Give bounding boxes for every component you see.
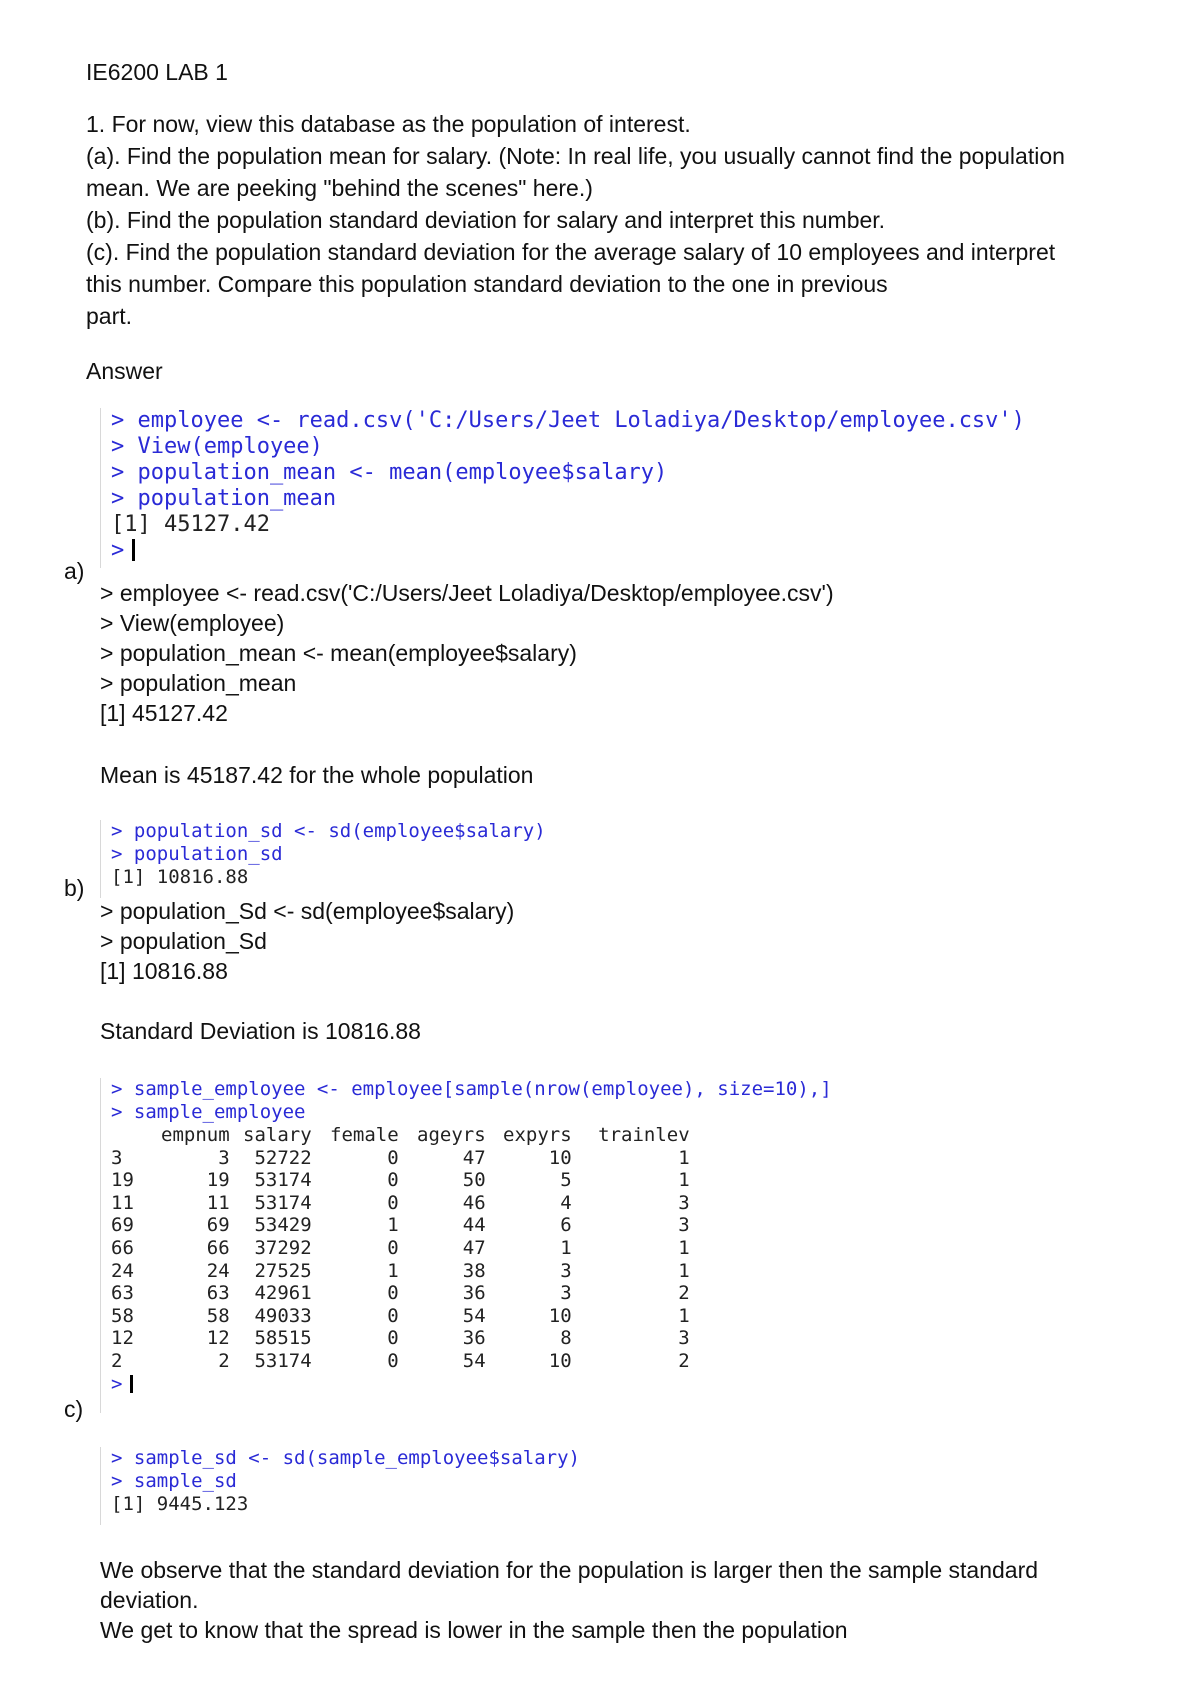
table-cell: 3 xyxy=(678,1214,690,1237)
r-console-screenshot-a xyxy=(100,408,1101,568)
question-line: (b). Find the population standard deviation for salary and interpret this number. xyxy=(86,207,886,233)
code-text-line: > employee <- read.csv('C:/Users/Jeet Loladiya/Desktop/employee.csv') xyxy=(100,580,834,606)
conclusion-line: We observe that the standard deviation for the population is larger then the sample standard xyxy=(100,1557,1039,1583)
table-cell: 54 xyxy=(462,1349,486,1372)
table-cell: 1 xyxy=(678,1259,690,1282)
table-cell: 10 xyxy=(548,1146,572,1169)
table-cell: 38 xyxy=(462,1259,486,1282)
console-command: > population_mean <- mean(employee$salary) xyxy=(111,460,668,485)
table-cell: 44 xyxy=(462,1214,486,1237)
table-header-row xyxy=(111,1124,690,1147)
table-cell: 0 xyxy=(387,1304,399,1327)
console-command: > sample_sd <- sd(sample_employee$salary) xyxy=(111,1447,580,1469)
console-command: > population_mean xyxy=(111,486,337,511)
table-row xyxy=(111,1147,690,1170)
prompt-symbol: > xyxy=(111,1372,123,1395)
text-cursor xyxy=(130,1375,133,1393)
table-cell: 3 xyxy=(218,1146,230,1169)
document-title: IE6200 LAB 1 xyxy=(86,59,228,85)
code-text-line: > population_Sd <- sd(employee$salary) xyxy=(100,898,515,924)
table-cell: 37292 xyxy=(254,1236,312,1259)
table-cell: 3 xyxy=(560,1282,572,1305)
code-text-line: [1] 45127.42 xyxy=(100,700,228,726)
table-cell: 53174 xyxy=(254,1349,312,1372)
column-header: trainlev xyxy=(598,1124,690,1146)
console-output: [1] 45127.42 xyxy=(111,512,270,537)
r-console-screenshot-c xyxy=(100,1078,931,1413)
table-cell: 1 xyxy=(678,1169,690,1192)
column-header xyxy=(111,1124,161,1147)
r-console-screenshot-b xyxy=(100,820,631,898)
table-row xyxy=(111,1169,690,1192)
row-name: 11 xyxy=(111,1191,134,1214)
table-cell: 1 xyxy=(678,1236,690,1259)
table-cell: 11 xyxy=(206,1191,230,1214)
table-cell: 2 xyxy=(218,1349,230,1372)
table-cell: 1 xyxy=(678,1146,690,1169)
code-text-line: > population_mean xyxy=(100,670,297,696)
table-row xyxy=(111,1260,690,1283)
console-prompt xyxy=(111,1373,931,1396)
table-cell: 0 xyxy=(387,1282,399,1305)
table-cell: 36 xyxy=(462,1282,486,1305)
table-cell: 0 xyxy=(387,1191,399,1214)
text-cursor xyxy=(132,539,135,561)
table-cell: 1 xyxy=(387,1259,399,1282)
table-cell: 1 xyxy=(678,1304,690,1327)
table-row xyxy=(111,1305,690,1328)
r-console-screenshot-c-sd xyxy=(100,1447,631,1525)
table-cell: 58 xyxy=(206,1304,230,1327)
column-header: expyrs xyxy=(503,1124,572,1146)
column-header: female xyxy=(330,1124,399,1146)
table-cell: 46 xyxy=(462,1191,486,1214)
table-cell: 54 xyxy=(462,1304,486,1327)
sample-employee-table xyxy=(111,1124,690,1373)
table-cell: 49033 xyxy=(254,1304,312,1327)
table-cell: 3 xyxy=(678,1327,690,1350)
table-cell: 2 xyxy=(678,1349,690,1372)
console-command: > employee <- read.csv('C:/Users/Jeet Loladiya/Desktop/employee.csv') xyxy=(111,408,1025,433)
code-text-line: > population_mean <- mean(employee$salary) xyxy=(100,640,577,666)
table-cell: 47 xyxy=(462,1236,486,1259)
row-name: 63 xyxy=(111,1282,134,1305)
console-output: [1] 9445.123 xyxy=(111,1493,249,1515)
table-cell: 5 xyxy=(560,1169,572,1192)
code-text-line: > View(employee) xyxy=(100,610,285,636)
question-line: part. xyxy=(86,303,133,329)
prompt-symbol: > xyxy=(111,538,125,563)
part-c-conclusion xyxy=(100,1555,1038,1645)
code-text-line: [1] 10816.88 xyxy=(100,958,228,984)
console-output: [1] 10816.88 xyxy=(111,866,249,888)
console-command: > sample_employee <- employee[sample(nrow(employee), size=10),] xyxy=(111,1078,832,1100)
table-cell: 0 xyxy=(387,1236,399,1259)
code-text-line: > population_Sd xyxy=(100,928,267,954)
table-cell: 0 xyxy=(387,1169,399,1192)
table-cell: 10 xyxy=(548,1349,572,1372)
table-cell: 52722 xyxy=(254,1146,312,1169)
table-cell: 0 xyxy=(387,1146,399,1169)
table-cell: 27525 xyxy=(254,1259,312,1282)
console-command: > sample_employee xyxy=(111,1101,306,1123)
table-cell: 2 xyxy=(678,1282,690,1305)
table-cell: 53174 xyxy=(254,1191,312,1214)
table-cell: 6 xyxy=(560,1214,572,1237)
part-a-conclusion: Mean is 45187.42 for the whole population xyxy=(100,762,534,788)
question-line: (a). Find the population mean for salary. (Note: In real life, you usually cannot find the population xyxy=(86,143,1065,169)
table-row xyxy=(111,1237,690,1260)
console-command: > population_sd <- sd(employee$salary) xyxy=(111,820,546,842)
table-row xyxy=(111,1327,690,1350)
conclusion-line: We get to know that the spread is lower in the sample then the population xyxy=(100,1617,848,1643)
part-c-label: c) xyxy=(64,1396,84,1422)
part-b-conclusion: Standard Deviation is 10816.88 xyxy=(100,1018,421,1044)
table-cell: 36 xyxy=(462,1327,486,1350)
question-line: this number. Compare this population standard deviation to the one in previous xyxy=(86,271,888,297)
table-cell: 10 xyxy=(548,1304,572,1327)
table-cell: 69 xyxy=(206,1214,230,1237)
column-header: salary xyxy=(243,1124,312,1146)
row-name: 3 xyxy=(111,1146,123,1169)
table-cell: 24 xyxy=(206,1259,230,1282)
console-command: > sample_sd xyxy=(111,1470,237,1492)
part-b-code-text xyxy=(100,896,514,986)
table-cell: 53174 xyxy=(254,1169,312,1192)
table-cell: 63 xyxy=(206,1282,230,1305)
console-prompt xyxy=(111,538,1101,564)
table-cell: 47 xyxy=(462,1146,486,1169)
table-cell: 0 xyxy=(387,1327,399,1350)
column-header: empnum xyxy=(161,1124,230,1146)
table-cell: 3 xyxy=(560,1259,572,1282)
row-name: 69 xyxy=(111,1214,134,1237)
part-a-label: a) xyxy=(64,558,85,584)
row-name: 66 xyxy=(111,1236,134,1259)
question-line: (c). Find the population standard deviation for the average salary of 10 employees and interpret xyxy=(86,239,1056,265)
table-cell: 1 xyxy=(387,1214,399,1237)
table-row xyxy=(111,1350,690,1373)
table-cell: 1 xyxy=(560,1236,572,1259)
table-cell: 66 xyxy=(206,1236,230,1259)
conclusion-line: deviation. xyxy=(100,1587,199,1613)
row-name: 24 xyxy=(111,1259,134,1282)
console-command: > View(employee) xyxy=(111,434,323,459)
table-cell: 4 xyxy=(560,1191,572,1214)
part-a-code-text xyxy=(100,578,834,728)
row-name: 12 xyxy=(111,1327,134,1350)
console-command: > population_sd xyxy=(111,843,283,865)
part-b-label: b) xyxy=(64,875,85,901)
table-row xyxy=(111,1214,690,1237)
column-header: ageyrs xyxy=(417,1124,486,1146)
row-name: 58 xyxy=(111,1304,134,1327)
table-cell: 58515 xyxy=(254,1327,312,1350)
question-line: mean. We are peeking "behind the scenes" here.) xyxy=(86,175,593,201)
row-name: 2 xyxy=(111,1349,123,1372)
question-line: 1. For now, view this database as the population of interest. xyxy=(86,111,691,137)
table-cell: 8 xyxy=(560,1327,572,1350)
question-block xyxy=(86,108,1146,332)
table-cell: 53429 xyxy=(254,1214,312,1237)
table-cell: 3 xyxy=(678,1191,690,1214)
table-cell: 19 xyxy=(206,1169,230,1192)
table-cell: 42961 xyxy=(254,1282,312,1305)
table-cell: 0 xyxy=(387,1349,399,1372)
row-name: 19 xyxy=(111,1169,134,1192)
table-row xyxy=(111,1192,690,1215)
answer-heading: Answer xyxy=(86,358,163,384)
table-row xyxy=(111,1282,690,1305)
table-cell: 50 xyxy=(462,1169,486,1192)
table-cell: 12 xyxy=(206,1327,230,1350)
